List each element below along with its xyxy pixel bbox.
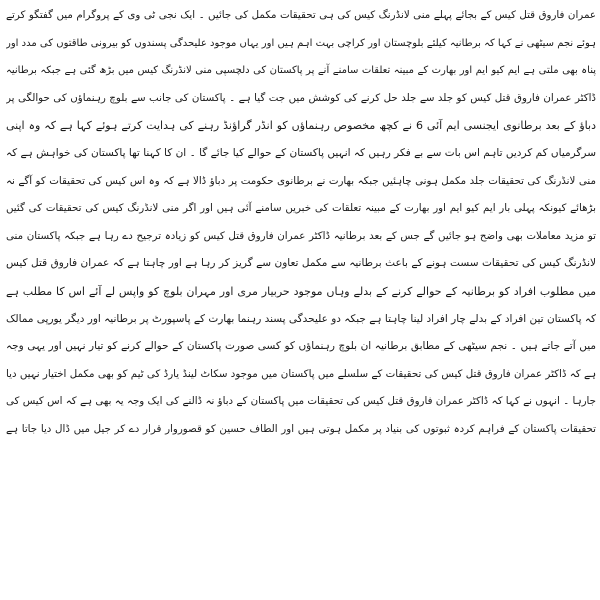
article-line: ہے کہ ڈاکٹر عمران فاروق قتل کیس کی تحقیقات کے سلسلے میں پاکستان میں موجود سکاٹ لینڈ یارڈ کی ٹیم کو بھی مکمل اختیار نہیں دیا [6, 367, 596, 380]
article-line: سرگرمیاں کم کردیں تاہم اس بات سے بے فکر رہیں کہ انہیں پاکستان کے حوالے کیا جائے گا ۔ ان کا کہنا تھا پاکستان کی خواہش ہے کہ [6, 146, 596, 159]
article-line: ہوئے نجم سیٹھی نے کہا کہ برطانیہ کیلئے بلوچستان اور کراچی بہت اہم ہیں اور یہاں موجود علیحدگی پسندوں کو بیرونی طاقتوں کی مدد اور [6, 37, 596, 49]
article-line: میں آتے جاتے ہیں ۔ نجم سیٹھی کے مطابق برطانیہ ان بلوچ رہنماؤں کو کسی صورت پاکستان کے حوالے کرنے کو تیار نہیں اور یہی وجہ [6, 340, 596, 353]
article-line: ڈاکٹر عمران فاروق قتل کیس کو جلد سے جلد حل کرنے کی کوشش میں جت گیا ہے ۔ پاکستان کی جانب سے بلوچ رہنماؤں کی حوالگی پر [6, 91, 596, 104]
article-line: جارہا ۔ انہوں نے کہا کہ ڈاکٹر عمران فاروق قتل کیس کی تحقیقات میں پاکستان کے دباؤ نہ ڈالنے کی ایک وجہ یہ بھی ہے کہ اس کیس کی [6, 395, 596, 408]
article-line: تو مزید معاملات بھی واضح ہو جائیں گے جس کے بعد برطانیہ ڈاکٹر عمران فاروق قتل کیس کو زیادہ ترجیح دے رہا ہے جبکہ پاکستان منی [6, 229, 596, 242]
article-line: دباؤ کے بعد برطانوی ایجنسی ایم آئی 6 نے کچھ مخصوص رہنماؤں کو انڈر گراؤنڈ رہنے کی ہدایت کرتے ہوئے کہا ہے کہ وہ اپنی [6, 119, 596, 133]
article-line: میں مطلوب افراد کو برطانیہ کے حوالے کرنے کے بدلے وہاں موجود حربیار مری اور مہران بلوچ کو واپس لے آئے اس کا مطلب ہے [6, 284, 596, 298]
article-line: پناہ بھی ملتی ہے ایم کیو ایم اور بھارت کے مبینہ تعلقات سامنے آنے پر پاکستان کی دلچسپی منی لانڈرنگ کیس میں بڑھ گئی ہے جبکہ برطانیہ [6, 65, 596, 77]
article-line: بڑھائے کیونکہ پہلی بار ایم کیو ایم اور بھارت کے مبینہ تعلقات کی خبریں سامنے آئی ہیں اور اگر منی لانڈرنگ کیس کی تحقیقات کی گئیں [6, 202, 596, 215]
article-line: کہ پاکستان تین افراد کے بدلے چار افراد لینا چاہتا ہے جبکہ دو علیحدگی پسند رہنما بھارت کے پاسپورٹ پر برطانیہ اور دیگر یورپی ممالک [6, 312, 596, 325]
article-body [6, 2, 596, 444]
article-line: عمران فاروق قتل کیس کے بجائے پہلے منی لانڈرنگ کیس کی ہی تحقیقات مکمل کی جائیں ۔ ایک نجی ٹی وی کے پروگرام میں گفتگو کرتے [6, 9, 596, 21]
article-line: تحقیقات پاکستان کے فراہم کردہ ثبوتوں کی بنیاد پر مکمل ہوتی ہیں اور الطاف حسین کو قصوروار قرار دے کر جیل میں ڈال دیا جاتا ہے [6, 422, 596, 435]
article-line: لانڈرنگ کیس کی تحقیقات سست ہونے کے باعث برطانیہ سے مکمل تعاون سے گریز کر رہا ہے اور چاہتا ہے کہ عمران فاروق قتل کیس [6, 257, 596, 270]
article-page [6, 2, 596, 598]
article-line: منی لانڈرنگ کی تحقیقات جلد مکمل ہونی چاہئیں جبکہ بھارت نے برطانوی حکومت پر دباؤ ڈالا ہے کہ وہ اس کیس کی تحقیقات کو آگے نہ [6, 174, 596, 187]
